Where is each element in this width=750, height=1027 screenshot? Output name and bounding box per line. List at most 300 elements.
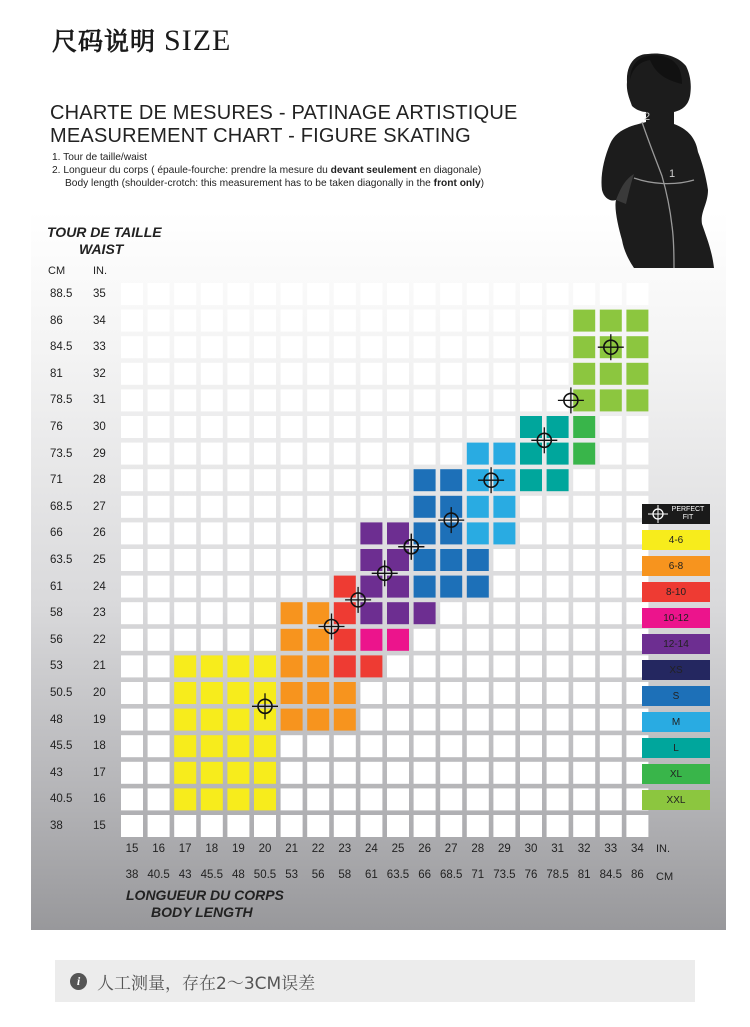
grid-cell bbox=[440, 762, 462, 784]
x-tick-cm: 81 bbox=[577, 869, 591, 881]
grid-cell bbox=[307, 549, 329, 571]
grid-cell bbox=[201, 283, 223, 305]
grid-cell bbox=[440, 788, 462, 810]
grid-cell bbox=[254, 363, 276, 385]
grid-cell bbox=[573, 602, 595, 624]
grid-cell bbox=[414, 336, 436, 358]
grid-cell bbox=[360, 283, 382, 305]
x-tick-cm: 58 bbox=[338, 869, 352, 881]
y-tick-cm: 45.5 bbox=[50, 740, 73, 753]
grid-cell bbox=[520, 655, 542, 677]
size-cell-6-8 bbox=[334, 709, 356, 731]
grid-cell bbox=[334, 443, 356, 465]
grid-cell bbox=[307, 735, 329, 757]
grid-cell bbox=[387, 735, 409, 757]
header-title-zh: 尺码说明 bbox=[52, 27, 157, 56]
grid-cell bbox=[360, 815, 382, 837]
grid-cell bbox=[520, 389, 542, 411]
grid-cell bbox=[547, 363, 569, 385]
y-tick-cm: 84.5 bbox=[50, 341, 73, 354]
grid-cell bbox=[600, 762, 622, 784]
size-cell-L bbox=[520, 416, 542, 438]
grid-cell bbox=[281, 336, 303, 358]
grid-cell bbox=[334, 762, 356, 784]
size-cell-12-14 bbox=[360, 576, 382, 598]
grid-cell bbox=[281, 735, 303, 757]
size-cell-4-6 bbox=[201, 762, 223, 784]
grid-cell bbox=[307, 310, 329, 332]
size-cell-L bbox=[547, 469, 569, 491]
grid-cell bbox=[227, 576, 249, 598]
y-tick-in: 23 bbox=[93, 607, 106, 620]
grid-cell bbox=[600, 576, 622, 598]
grid-cell bbox=[121, 469, 143, 491]
y-tick-in: 24 bbox=[93, 580, 106, 593]
x-tick-cm: 76 bbox=[524, 869, 538, 881]
grid-cell bbox=[387, 709, 409, 731]
size-cell-12-14 bbox=[360, 602, 382, 624]
grid-cell bbox=[520, 522, 542, 544]
legend-label: PERFECT FIT bbox=[671, 506, 705, 521]
grid-cell bbox=[121, 788, 143, 810]
grid-cell bbox=[174, 310, 196, 332]
grid-cell bbox=[334, 469, 356, 491]
size-cell-6-8 bbox=[281, 682, 303, 704]
grid-cell bbox=[281, 496, 303, 518]
y-tick-in: 19 bbox=[93, 713, 106, 726]
chart-title-fr: CHARTE DE MESURES - PATINAGE ARTISTIQUE bbox=[50, 102, 518, 124]
grid-cell bbox=[227, 522, 249, 544]
x-tick-cm: 61 bbox=[364, 869, 378, 881]
size-cell-4-6 bbox=[254, 788, 276, 810]
x-tick-in: 15 bbox=[125, 843, 139, 855]
y-tick-cm: 53 bbox=[50, 660, 63, 673]
grid-cell bbox=[227, 363, 249, 385]
grid-cell bbox=[520, 815, 542, 837]
y-axis-title-en: WAIST bbox=[79, 241, 124, 257]
grid-cell bbox=[414, 416, 436, 438]
x-tick-cm: 71 bbox=[471, 869, 485, 881]
legend-label: XL bbox=[669, 768, 683, 780]
y-tick-cm: 40.5 bbox=[50, 793, 73, 806]
y-tick-in: 34 bbox=[93, 314, 106, 327]
grid-cell bbox=[254, 336, 276, 358]
y-tick-in: 22 bbox=[93, 633, 106, 646]
grid-cell bbox=[414, 762, 436, 784]
grid-cell bbox=[307, 496, 329, 518]
x-tick-cm: 43 bbox=[178, 869, 192, 881]
grid-cell bbox=[467, 283, 489, 305]
x-tick-in: 26 bbox=[418, 843, 431, 855]
grid-cell bbox=[360, 682, 382, 704]
grid-cell bbox=[573, 576, 595, 598]
grid-cell bbox=[547, 602, 569, 624]
grid-cell bbox=[201, 389, 223, 411]
size-cell-L bbox=[547, 443, 569, 465]
size-cell-6-8 bbox=[307, 602, 329, 624]
grid-cell bbox=[254, 389, 276, 411]
grid-cell bbox=[360, 709, 382, 731]
grid-cell bbox=[414, 629, 436, 651]
crosshair-icon bbox=[645, 504, 671, 524]
size-cell-4-6 bbox=[254, 655, 276, 677]
grid-cell bbox=[547, 496, 569, 518]
grid-cell bbox=[440, 815, 462, 837]
grid-cell bbox=[573, 788, 595, 810]
grid-cell bbox=[493, 815, 515, 837]
grid-cell bbox=[254, 602, 276, 624]
grid-cell bbox=[414, 682, 436, 704]
grid-cell bbox=[254, 629, 276, 651]
grid-cell bbox=[360, 762, 382, 784]
grid-cell bbox=[227, 416, 249, 438]
size-cell-XXL bbox=[573, 310, 595, 332]
grid-cell bbox=[307, 469, 329, 491]
x-axis-title-fr: LONGUEUR DU CORPS bbox=[126, 887, 284, 903]
grid-cell bbox=[254, 310, 276, 332]
grid-cell bbox=[467, 363, 489, 385]
y-tick-cm: 78.5 bbox=[50, 394, 73, 407]
grid-cell bbox=[547, 655, 569, 677]
size-cell-12-14 bbox=[360, 522, 382, 544]
y-tick-cm: 66 bbox=[50, 527, 63, 540]
grid-cell bbox=[573, 469, 595, 491]
y-tick-in: 26 bbox=[93, 527, 106, 540]
y-tick-cm: 73.5 bbox=[50, 447, 73, 460]
grid-cell bbox=[600, 655, 622, 677]
legend-item-perfect-fit bbox=[642, 504, 710, 524]
grid-cell bbox=[573, 682, 595, 704]
grid-cell bbox=[281, 549, 303, 571]
grid-cell bbox=[600, 788, 622, 810]
grid-cell bbox=[148, 469, 170, 491]
grid-cell bbox=[573, 815, 595, 837]
size-cell-S bbox=[414, 469, 436, 491]
grid-cell bbox=[281, 788, 303, 810]
x-tick-cm: 78.5 bbox=[546, 869, 569, 881]
grid-cell bbox=[281, 576, 303, 598]
size-cell-4-6 bbox=[227, 735, 249, 757]
grid-cell bbox=[493, 576, 515, 598]
grid-cell bbox=[387, 310, 409, 332]
grid-cell bbox=[440, 629, 462, 651]
grid-cell bbox=[387, 788, 409, 810]
grid-cell bbox=[360, 443, 382, 465]
legend-label: M bbox=[671, 716, 681, 728]
size-cell-4-6 bbox=[254, 762, 276, 784]
legend-label: XXL bbox=[666, 794, 686, 806]
size-cell-4-6 bbox=[201, 655, 223, 677]
grid-cell bbox=[414, 815, 436, 837]
size-cell-S bbox=[440, 549, 462, 571]
grid-cell bbox=[148, 283, 170, 305]
grid-cell bbox=[121, 602, 143, 624]
grid-cell bbox=[387, 283, 409, 305]
grid-cell bbox=[148, 363, 170, 385]
grid-cell bbox=[148, 709, 170, 731]
size-cell-4-6 bbox=[174, 788, 196, 810]
grid-cell bbox=[254, 416, 276, 438]
grid-cell bbox=[360, 363, 382, 385]
grid-cell bbox=[387, 469, 409, 491]
size-cell-M bbox=[467, 443, 489, 465]
x-unit-in: IN. bbox=[656, 843, 671, 855]
grid-cell bbox=[387, 655, 409, 677]
size-cell-4-6 bbox=[174, 762, 196, 784]
grid-cell bbox=[414, 363, 436, 385]
grid-cell bbox=[440, 709, 462, 731]
grid-cell bbox=[547, 629, 569, 651]
grid-cell bbox=[520, 735, 542, 757]
x-tick-cm: 56 bbox=[311, 869, 325, 881]
grid-cell bbox=[467, 682, 489, 704]
size-cell-4-6 bbox=[201, 709, 223, 731]
grid-cell bbox=[227, 549, 249, 571]
grid-cell bbox=[334, 283, 356, 305]
grid-cell bbox=[281, 363, 303, 385]
size-cell-10-12 bbox=[360, 629, 382, 651]
grid-cell bbox=[307, 522, 329, 544]
grid-cell bbox=[547, 522, 569, 544]
y-tick-in: 32 bbox=[93, 367, 106, 380]
grid-cell bbox=[600, 815, 622, 837]
grid-cell bbox=[467, 629, 489, 651]
size-cell-4-6 bbox=[227, 788, 249, 810]
grid-cell bbox=[626, 416, 648, 438]
grid-cell bbox=[467, 788, 489, 810]
size-cell-4-6 bbox=[227, 682, 249, 704]
grid-cell bbox=[281, 522, 303, 544]
x-tick-in: 30 bbox=[524, 843, 538, 855]
grid-cell bbox=[600, 443, 622, 465]
x-tick-in: 19 bbox=[231, 843, 245, 855]
size-cell-S bbox=[414, 522, 436, 544]
grid-cell bbox=[493, 629, 515, 651]
grid-cell bbox=[227, 496, 249, 518]
grid-cell bbox=[493, 310, 515, 332]
grid-cell bbox=[121, 762, 143, 784]
grid-cell bbox=[174, 549, 196, 571]
grid-cell bbox=[414, 655, 436, 677]
size-cell-6-8 bbox=[307, 655, 329, 677]
size-cell-XXL bbox=[626, 310, 648, 332]
grid-cell bbox=[121, 629, 143, 651]
size-cell-XXL bbox=[626, 336, 648, 358]
grid-cell bbox=[148, 416, 170, 438]
grid-cell bbox=[227, 815, 249, 837]
legend-label: 4-6 bbox=[668, 534, 684, 546]
size-cell-XXL bbox=[600, 389, 622, 411]
size-cell-4-6 bbox=[174, 682, 196, 704]
grid-cell bbox=[201, 522, 223, 544]
grid-cell bbox=[547, 788, 569, 810]
grid-cell bbox=[573, 655, 595, 677]
grid-cell bbox=[174, 416, 196, 438]
header-title-en: SIZE bbox=[164, 24, 232, 57]
grid-cell bbox=[547, 310, 569, 332]
grid-cell bbox=[520, 496, 542, 518]
grid-cell bbox=[520, 788, 542, 810]
grid-cell bbox=[360, 389, 382, 411]
legend-label: XS bbox=[669, 664, 683, 676]
grid-cell bbox=[493, 735, 515, 757]
x-tick-in: 31 bbox=[551, 843, 564, 855]
x-tick-in: 22 bbox=[311, 843, 325, 855]
grid-cell bbox=[467, 336, 489, 358]
grid-cell bbox=[307, 762, 329, 784]
size-cell-8-10 bbox=[334, 576, 356, 598]
grid-cell bbox=[174, 629, 196, 651]
grid-cell bbox=[520, 549, 542, 571]
x-tick-in: 28 bbox=[471, 843, 485, 855]
y-tick-cm: 81 bbox=[50, 367, 63, 380]
grid-cell bbox=[121, 576, 143, 598]
grid-cell bbox=[493, 549, 515, 571]
grid-cell bbox=[414, 788, 436, 810]
size-cell-4-6 bbox=[201, 788, 223, 810]
size-cell-12-14 bbox=[414, 602, 436, 624]
y-unit-in: IN. bbox=[93, 265, 108, 277]
grid-cell bbox=[520, 336, 542, 358]
grid-cell bbox=[227, 629, 249, 651]
legend-item-xxl bbox=[642, 790, 710, 810]
size-cell-S bbox=[440, 576, 462, 598]
grid-cell bbox=[387, 363, 409, 385]
size-cell-4-6 bbox=[174, 655, 196, 677]
x-axis-title-en: BODY LENGTH bbox=[151, 904, 253, 920]
note-3: Body length (shoulder-crotch: this measurement has to be taken diagonally in the front only) bbox=[65, 178, 485, 189]
grid-cell bbox=[201, 363, 223, 385]
x-tick-cm: 86 bbox=[630, 869, 644, 881]
grid-cell bbox=[307, 815, 329, 837]
grid-cell bbox=[467, 709, 489, 731]
grid-cell bbox=[493, 283, 515, 305]
grid-cell bbox=[281, 443, 303, 465]
y-tick-cm: 61 bbox=[50, 580, 63, 593]
grid-cell bbox=[493, 682, 515, 704]
grid-cell bbox=[493, 655, 515, 677]
grid-cell bbox=[467, 655, 489, 677]
size-cell-4-6 bbox=[174, 735, 196, 757]
grid-cell bbox=[174, 389, 196, 411]
y-tick-in: 27 bbox=[93, 500, 106, 513]
size-cell-M bbox=[493, 522, 515, 544]
y-tick-in: 31 bbox=[93, 394, 106, 407]
legend-label: 8-10 bbox=[665, 586, 686, 598]
size-cell-12-14 bbox=[387, 549, 409, 571]
grid-cell bbox=[121, 655, 143, 677]
size-cell-12-14 bbox=[360, 549, 382, 571]
x-tick-cm: 45.5 bbox=[200, 869, 223, 881]
grid-cell bbox=[414, 310, 436, 332]
y-tick-cm: 50.5 bbox=[50, 687, 73, 699]
grid-cell bbox=[360, 310, 382, 332]
grid-cell bbox=[573, 496, 595, 518]
grid-cell bbox=[307, 336, 329, 358]
grid-cell bbox=[148, 788, 170, 810]
grid-cell bbox=[254, 283, 276, 305]
grid-cell bbox=[600, 283, 622, 305]
grid-cell bbox=[467, 310, 489, 332]
grid-cell bbox=[281, 389, 303, 411]
grid-cell bbox=[600, 602, 622, 624]
grid-cell bbox=[121, 443, 143, 465]
grid-cell bbox=[148, 496, 170, 518]
y-tick-in: 20 bbox=[93, 687, 106, 699]
grid-cell bbox=[334, 815, 356, 837]
grid-cell bbox=[254, 576, 276, 598]
grid-cell bbox=[573, 709, 595, 731]
grid-cell bbox=[227, 469, 249, 491]
note-2: 2. Longueur du corps ( épaule-fourche: prendre la mesure du devant seulement en diagonale) bbox=[52, 165, 482, 176]
grid-cell bbox=[148, 682, 170, 704]
grid-cell bbox=[440, 336, 462, 358]
y-tick-in: 33 bbox=[93, 341, 106, 354]
grid-cell bbox=[148, 576, 170, 598]
grid-cell bbox=[121, 549, 143, 571]
grid-cell bbox=[307, 389, 329, 411]
grid-cell bbox=[148, 735, 170, 757]
grid-cell bbox=[493, 336, 515, 358]
grid-cell bbox=[414, 709, 436, 731]
grid-cell bbox=[148, 629, 170, 651]
size-cell-4-6 bbox=[174, 709, 196, 731]
x-tick-in: 32 bbox=[577, 843, 591, 855]
size-cell-4-6 bbox=[201, 735, 223, 757]
x-tick-cm: 48 bbox=[231, 869, 245, 881]
grid-cell bbox=[600, 496, 622, 518]
grid-cell bbox=[626, 469, 648, 491]
grid-cell bbox=[360, 469, 382, 491]
grid-cell bbox=[174, 815, 196, 837]
grid-cell bbox=[148, 443, 170, 465]
size-cell-S bbox=[467, 549, 489, 571]
legend-item-10-12 bbox=[642, 608, 710, 628]
footer-text: 人工测量，存在2～3CM误差 bbox=[97, 973, 316, 994]
size-cell-6-8 bbox=[281, 709, 303, 731]
grid-cell bbox=[334, 363, 356, 385]
grid-cell bbox=[493, 602, 515, 624]
grid-cell bbox=[626, 443, 648, 465]
grid-cell bbox=[600, 549, 622, 571]
size-cell-S bbox=[440, 469, 462, 491]
grid-cell bbox=[467, 815, 489, 837]
grid-cell bbox=[121, 682, 143, 704]
grid-cell bbox=[148, 549, 170, 571]
x-tick-in: 33 bbox=[604, 843, 618, 855]
x-tick-in: 34 bbox=[630, 843, 644, 855]
size-cell-4-6 bbox=[227, 709, 249, 731]
size-cell-6-8 bbox=[334, 682, 356, 704]
size-cell-10-12 bbox=[387, 629, 409, 651]
legend-item-m bbox=[642, 712, 710, 732]
grid-cell bbox=[307, 363, 329, 385]
grid-cell bbox=[600, 682, 622, 704]
grid-cell bbox=[227, 602, 249, 624]
grid-cell bbox=[440, 389, 462, 411]
x-tick-cm: 73.5 bbox=[493, 869, 516, 881]
size-cell-XXL bbox=[573, 336, 595, 358]
y-tick-cm: 43 bbox=[50, 766, 63, 779]
grid-cell bbox=[387, 762, 409, 784]
grid-cell bbox=[121, 283, 143, 305]
grid-cell bbox=[201, 602, 223, 624]
grid-cell bbox=[440, 416, 462, 438]
grid-cell bbox=[201, 496, 223, 518]
y-tick-in: 15 bbox=[93, 820, 106, 832]
grid-cell bbox=[174, 576, 196, 598]
grid-cell bbox=[334, 389, 356, 411]
